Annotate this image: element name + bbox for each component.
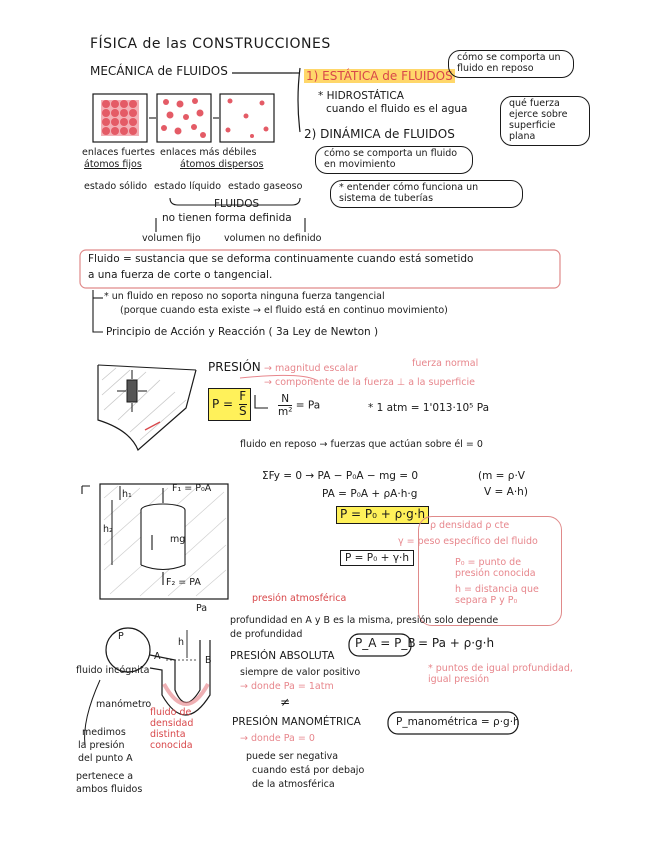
gauge-pressure: PRESIÓN MANOMÉTRICA: [232, 716, 361, 728]
hydrostatics-label: * HIDROSTÁTICA: [318, 90, 404, 102]
fluids-desc: no tienen forma definida: [162, 212, 292, 224]
absolute-positive: siempre de valor positivo: [240, 667, 361, 678]
solid-state-box: [93, 94, 147, 142]
pressure-unit: $\frac{N}{\text{m²}}$ = Pa: [278, 393, 321, 419]
force-bottom-label: F₂ = PA: [166, 577, 201, 588]
p0-note: P₀ = punto de presión conocida: [455, 557, 536, 579]
bubble-pipe-system: * entender cómo funciona un sistema de tuberías: [330, 180, 523, 208]
known-fluid-label: fluido de densidad distinta conocida: [150, 707, 194, 751]
liquid-atoms: átomos dispersos: [180, 159, 264, 170]
force-top-label: F₁ = P₀A: [172, 483, 212, 494]
absolute-pa: → donde Pa = 1atm: [240, 681, 334, 692]
pressure-component: → componente de la fuerza ⊥ a la superficie: [264, 377, 475, 388]
solid-bond: enlaces fuertes: [82, 147, 155, 158]
unknown-fluid-label: fluido incógnita: [76, 665, 150, 676]
weight-label: mg: [170, 534, 186, 545]
mass-relation: (m = ρ·V: [478, 470, 525, 482]
pressure-formula: P = $\frac{F}{S}$: [208, 388, 251, 421]
bubble-fluid-motion: cómo se comporta un fluido en movimiento: [315, 146, 473, 174]
atmospheric-pressure-note: presión atmosférica: [252, 593, 347, 604]
statics-heading: 1) ESTÁTICA de FLUIDOS: [306, 69, 453, 83]
gauge-pa-zero: → donde Pa = 0: [240, 733, 315, 744]
pa-formula: = Pa + ρ·g·h: [418, 636, 495, 650]
pressure-normal-force: fuerza normal: [412, 358, 479, 369]
liquid-bond: enlaces más débiles: [160, 147, 257, 158]
gas-volume: volumen no definido: [224, 233, 322, 244]
gamma-note: γ = peso específico del fluido: [398, 536, 538, 547]
note-tangential: * un fluido en reposo no soporta ninguna fuerza tangencial: [104, 291, 385, 302]
gauge-negative-2: cuando está por debajo: [252, 765, 365, 776]
point-p-label: P: [118, 631, 124, 642]
gauge-negative-3: de la atmosférica: [252, 779, 335, 790]
measure-line1: medimos: [82, 727, 126, 738]
solid-atoms: átomos fijos: [84, 159, 142, 170]
pa-open-end-label: Pa: [196, 603, 208, 614]
h1-label: h₁: [122, 489, 132, 500]
gas-state: estado gaseoso: [228, 181, 303, 192]
belongs-line2: ambos fluidos: [76, 784, 143, 795]
note-motion: (porque cuando esta existe → el fluido está en continuo movimiento): [120, 305, 448, 316]
dynamics-heading: 2) DINÁMICA de FLUIDOS: [304, 127, 455, 141]
depth-note-2: de profundidad: [230, 629, 303, 640]
not-equal-sign: ≠: [280, 695, 291, 709]
pa-equals-pb: P_A = P_B: [355, 636, 416, 650]
gauge-formula: P_manométrica = ρ·g·h: [396, 716, 520, 728]
liquid-state-box: [157, 94, 211, 142]
density-note: ρ densidad ρ cte: [430, 520, 510, 531]
hydrostatic-formula: P = P₀ + ρ·g·h: [336, 506, 429, 524]
height-h-label: h: [178, 637, 185, 648]
pressure-vessel-drawing: [98, 365, 196, 450]
fluid-tank-drawing: [82, 484, 228, 599]
fluids-heading: FLUIDOS: [214, 198, 260, 210]
h2-label: h₂: [103, 524, 113, 535]
page-title: FÍSICA de las CONSTRUCCIONES: [90, 36, 331, 52]
liquid-volume: volumen fijo: [142, 233, 201, 244]
notes-bracket: [418, 516, 562, 626]
fluid-definition-line1: Fluido = sustancia que se deforma continuamente cuando está sometido: [88, 253, 474, 265]
fluid-definition-line2: a una fuerza de corte o tangencial.: [88, 269, 273, 281]
hydrostatics-desc: cuando el fluido es el agua: [326, 103, 468, 115]
atm-conversion: * 1 atm = 1'013·10⁵ Pa: [368, 402, 490, 414]
bubble-force-surface: qué fuerza ejerce sobre superficie plana: [500, 96, 590, 146]
manometer-label: manómetro: [96, 699, 152, 710]
h-note: h = distancia que separa P y P₀: [455, 584, 539, 606]
belongs-line1: pertenece a: [76, 771, 134, 782]
pressure-eq-expanded: PA = P₀A + ρA·h·g: [322, 488, 418, 500]
measure-line2: la presión: [78, 740, 125, 751]
point-a-label: A: [154, 651, 161, 662]
rest-forces-zero: fluido en reposo → fuerzas que actúan sobre él = 0: [240, 439, 483, 450]
liquid-state: estado líquido: [154, 181, 222, 192]
solid-state: estado sólido: [84, 181, 148, 192]
pressure-scalar: → magnitud escalar: [264, 363, 358, 374]
absolute-pressure: PRESIÓN ABSOLUTA: [230, 650, 335, 662]
gas-state-box: [220, 94, 274, 142]
depth-note: profundidad en A y B es la misma, presión solo depende: [230, 615, 499, 626]
volume-relation: V = A·h): [484, 486, 528, 498]
pressure-label: PRESIÓN: [208, 360, 261, 374]
measure-line3: del punto A: [78, 753, 133, 764]
gauge-negative-1: puede ser negativa: [246, 751, 339, 762]
sum-forces-eq: ΣFy = 0 → PA − P₀A − mg = 0: [262, 470, 419, 482]
hydrostatic-formula-gamma: P = P₀ + γ·h: [340, 550, 414, 566]
note-newton: Principio de Acción y Reacción ( 3a Ley de Newton ): [106, 326, 379, 338]
section-subtitle: MECÁNICA de FLUIDOS: [90, 64, 228, 78]
point-b-label: B: [205, 655, 212, 666]
bubble-fluid-rest: cómo se comporta un fluido en reposo: [448, 50, 574, 78]
same-depth-note: * puntos de igual profundidad, igual presión: [428, 663, 573, 685]
